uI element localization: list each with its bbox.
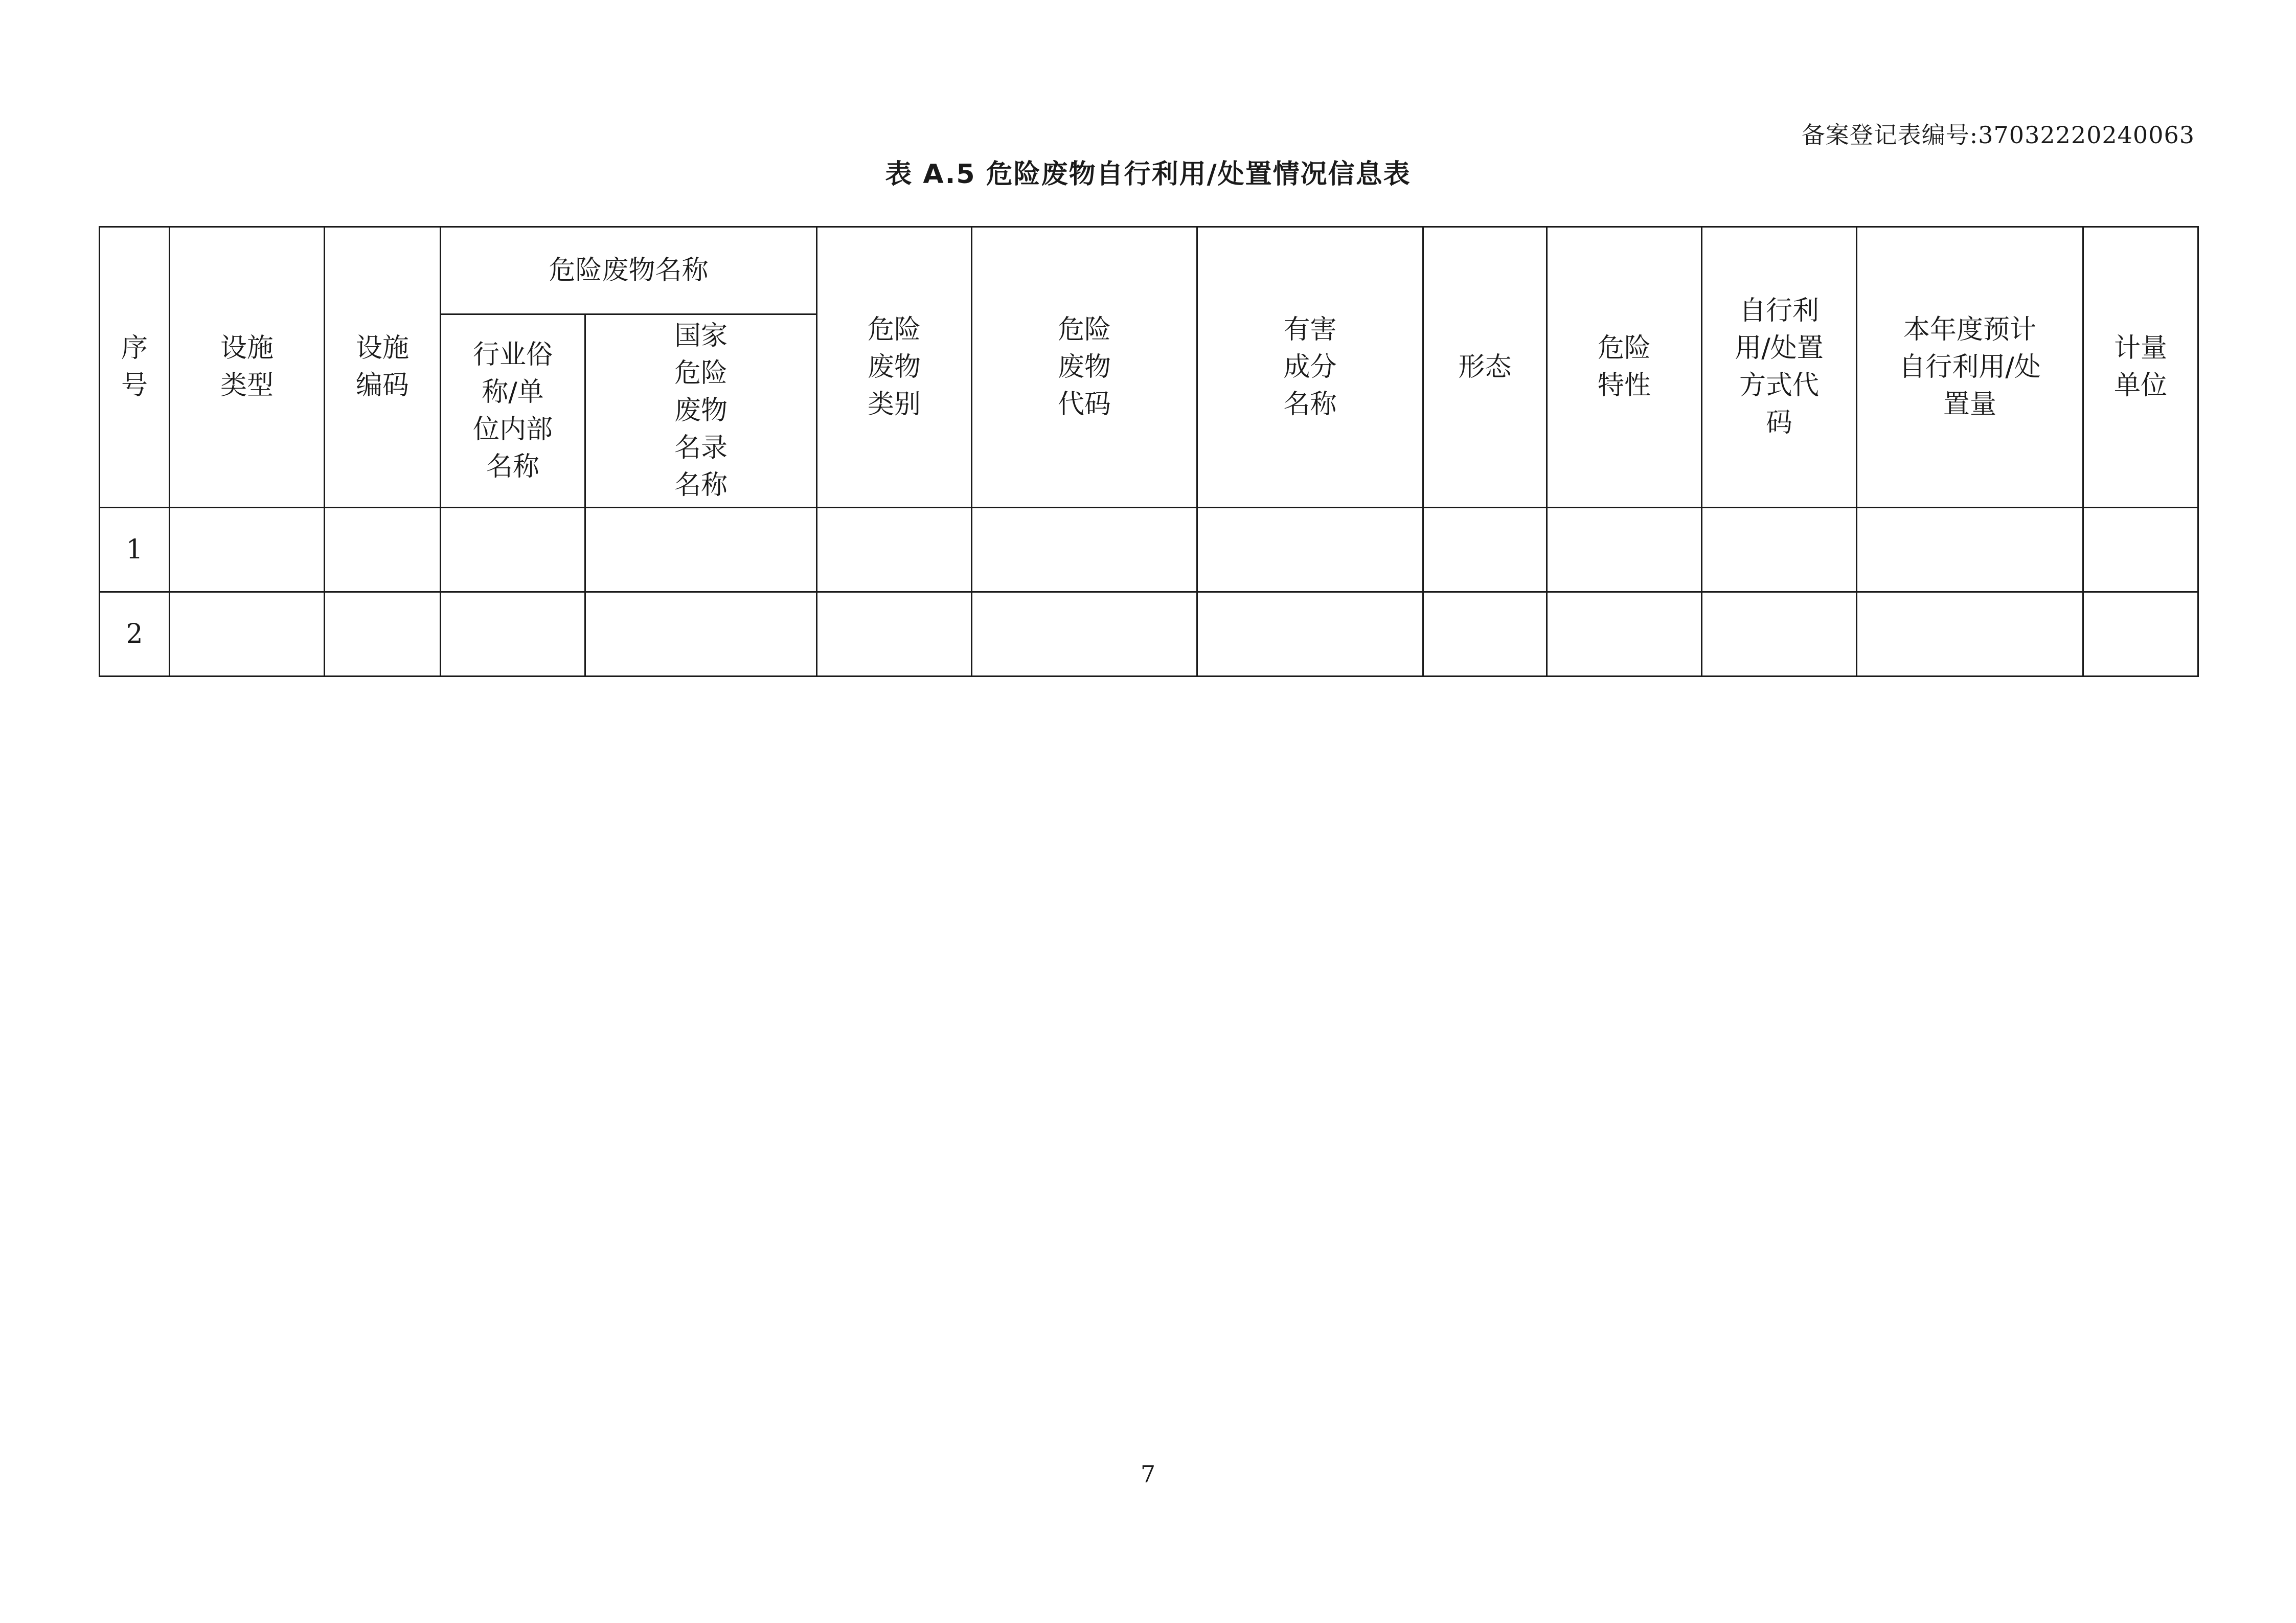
row-seq: 1 — [100, 508, 170, 592]
cell-waste-category — [817, 592, 972, 677]
cell-annual-estimate — [1857, 508, 2083, 592]
cell-waste-category — [817, 508, 972, 592]
cell-facility-code — [325, 508, 441, 592]
header-hazard-property: 危险 特性 — [1547, 227, 1702, 508]
table-row — [100, 592, 2198, 677]
cell-unit — [2083, 592, 2198, 677]
cell-form — [1423, 592, 1547, 677]
header-industry-name: 行业俗 称/单 位内部 名称 — [441, 314, 585, 508]
page-title: 表 A.5 危险废物自行利用/处置情况信息表 — [885, 159, 1411, 190]
header-waste-code: 危险 废物 代码 — [972, 227, 1197, 508]
row-seq: 2 — [100, 592, 170, 677]
cell-harmful-components — [1197, 508, 1423, 592]
cell-facility-code — [325, 592, 441, 677]
cell-method-code — [1702, 592, 1857, 677]
hazardous-waste-table — [99, 226, 2199, 677]
table-row — [100, 508, 2198, 592]
header-form: 形态 — [1423, 227, 1547, 508]
cell-national-list-name — [585, 508, 817, 592]
page-number: 7 — [1140, 1460, 1156, 1488]
cell-form — [1423, 508, 1547, 592]
header-method-code: 自行利 用/处置 方式代 码 — [1702, 227, 1857, 508]
registration-number: 备案登记表编号:37032220240063 — [1801, 121, 2195, 149]
header-facility-code: 设施 编码 — [325, 227, 441, 508]
cell-harmful-components — [1197, 592, 1423, 677]
header-waste-category: 危险 废物 类别 — [817, 227, 972, 508]
cell-facility-type — [170, 592, 325, 677]
header-facility-type: 设施 类型 — [170, 227, 325, 508]
table-header-row — [100, 227, 2198, 314]
cell-facility-type — [170, 508, 325, 592]
cell-annual-estimate — [1857, 592, 2083, 677]
cell-hazard-property — [1547, 508, 1702, 592]
cell-industry-name — [441, 592, 585, 677]
cell-waste-code — [972, 592, 1197, 677]
header-waste-name-group: 危险废物名称 — [441, 227, 817, 314]
header-unit: 计量 单位 — [2083, 227, 2198, 508]
cell-unit — [2083, 508, 2198, 592]
header-annual-estimate: 本年度预计 自行利用/处 置量 — [1857, 227, 2083, 508]
header-national-list-name: 国家 危险 废物 名录 名称 — [585, 314, 817, 508]
cell-waste-code — [972, 508, 1197, 592]
header-seq: 序 号 — [100, 227, 170, 508]
cell-hazard-property — [1547, 592, 1702, 677]
header-harmful-components: 有害 成分 名称 — [1197, 227, 1423, 508]
cell-method-code — [1702, 508, 1857, 592]
cell-national-list-name — [585, 592, 817, 677]
cell-industry-name — [441, 508, 585, 592]
